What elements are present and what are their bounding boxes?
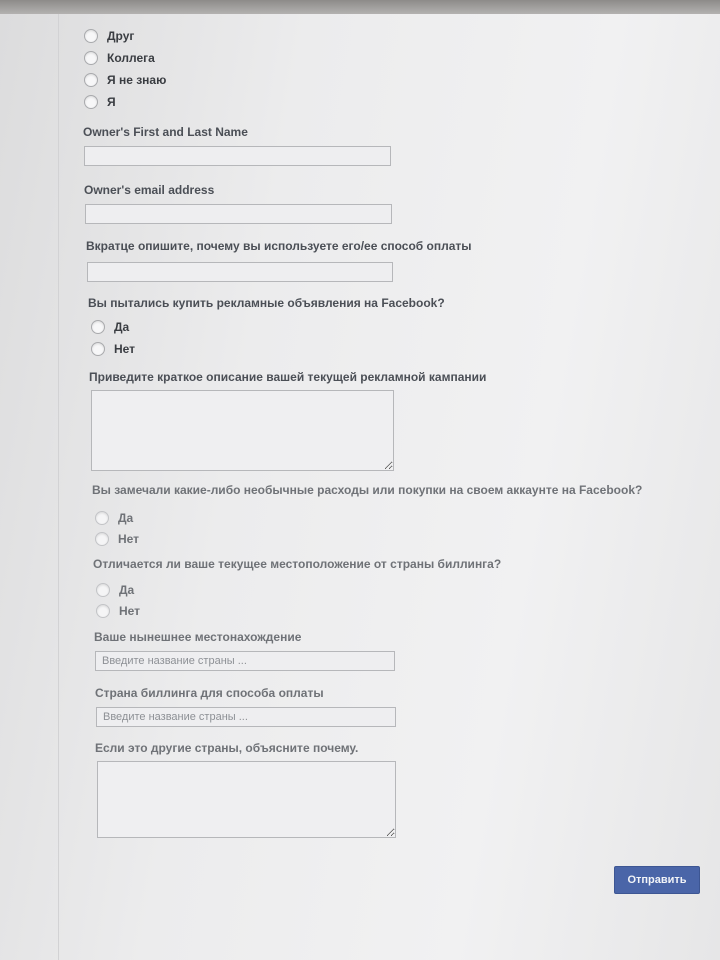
owner-name-label: Owner's First and Last Name	[83, 125, 248, 139]
radio-option-dont-know[interactable]	[84, 73, 166, 87]
billing-country-input[interactable]	[96, 707, 396, 727]
unusual-charges-question: Вы замечали какие-либо необычные расходы или покупки на своем аккаунте на Facebook?	[92, 483, 643, 497]
tried-ads-question: Вы пытались купить рекламные объявления на Facebook?	[88, 296, 445, 310]
radio-button[interactable]	[95, 532, 109, 546]
campaign-desc-textarea[interactable]	[91, 390, 394, 471]
radio-button[interactable]	[95, 511, 109, 525]
radio-option-me[interactable]	[84, 95, 116, 109]
radio-button[interactable]	[91, 342, 105, 356]
radio-button[interactable]	[96, 583, 110, 597]
location-differs-yes[interactable]	[96, 583, 134, 597]
unusual-charges-no[interactable]	[95, 532, 139, 546]
billing-country-label: Страна биллинга для способа оплаты	[95, 686, 324, 700]
radio-button[interactable]	[84, 95, 98, 109]
current-location-label: Ваше нынешнее местонахождение	[94, 630, 302, 644]
current-location-input[interactable]	[95, 651, 395, 671]
unusual-charges-yes[interactable]	[95, 511, 133, 525]
submit-button[interactable]: Отправить	[614, 866, 700, 894]
radio-label: Да	[119, 583, 135, 597]
owner-email-label: Owner's email address	[84, 183, 215, 197]
owner-name-input[interactable]	[84, 146, 391, 166]
tried-ads-no[interactable]	[91, 342, 135, 356]
location-differs-no[interactable]	[96, 604, 140, 618]
tried-ads-yes[interactable]	[91, 320, 129, 334]
payment-reason-label: Вкратце опишите, почему вы используете его/ее способ оплаты	[86, 239, 472, 253]
campaign-desc-label: Приведите краткое описание вашей текущей рекламной кампании	[89, 370, 487, 384]
radio-label: Нет	[119, 604, 141, 618]
page-border	[58, 14, 59, 960]
radio-button[interactable]	[96, 604, 110, 618]
radio-option-colleague[interactable]	[84, 51, 155, 65]
radio-label: Нет	[118, 532, 140, 546]
radio-label: Я не знаю	[107, 73, 167, 87]
explain-countries-textarea[interactable]	[97, 761, 396, 838]
radio-label: Друг	[107, 29, 135, 43]
explain-countries-label: Если это другие страны, объясните почему.	[95, 741, 359, 755]
radio-label: Да	[114, 320, 130, 334]
payment-reason-input[interactable]	[87, 262, 393, 282]
owner-email-input[interactable]	[85, 204, 392, 224]
radio-option-friend[interactable]	[84, 29, 134, 43]
radio-label: Нет	[114, 342, 136, 356]
radio-label: Коллега	[107, 51, 155, 65]
radio-button[interactable]	[84, 29, 98, 43]
radio-button[interactable]	[84, 73, 98, 87]
radio-label: Я	[107, 95, 116, 109]
radio-label: Да	[118, 511, 134, 525]
location-differs-question: Отличается ли ваше текущее местоположение от страны биллинга?	[93, 557, 502, 571]
radio-button[interactable]	[84, 51, 98, 65]
radio-button[interactable]	[91, 320, 105, 334]
